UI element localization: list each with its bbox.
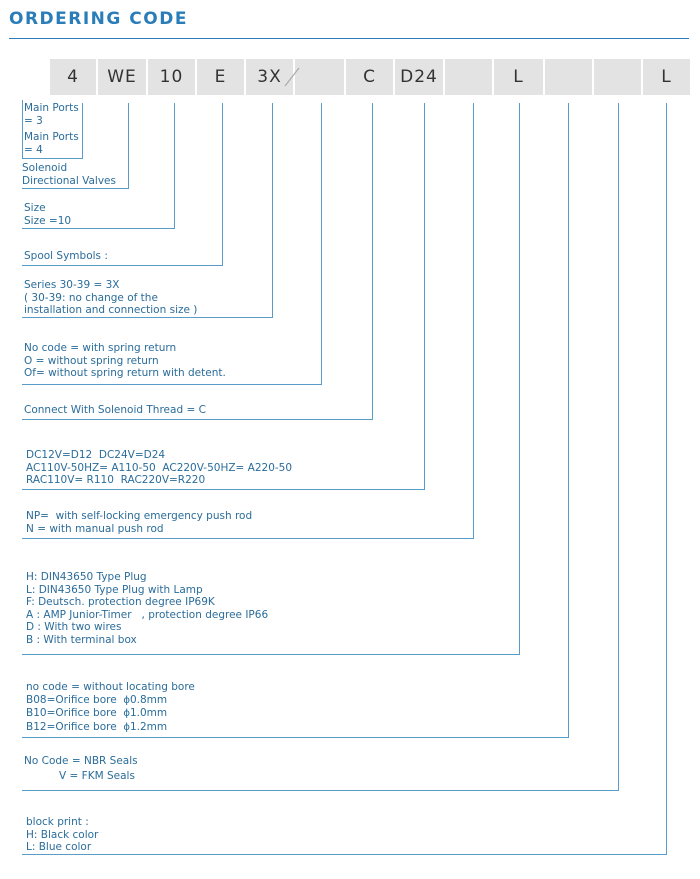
code-cell-spring	[295, 59, 344, 95]
leader-orifice-horizontal	[22, 737, 569, 738]
leader-ports-vertical	[82, 103, 83, 159]
desc-voltage: DC12V=D12 DC24V=D24 AC110V-50HZ= A110-50 AC220V-50HZ= A220-50 RAC110V= R110 RAC220V=R220	[26, 449, 293, 486]
leader-print-vertical	[666, 103, 667, 855]
separator-slash-icon	[282, 66, 302, 88]
desc-seals-fkm: V = FKM Seals	[59, 770, 135, 782]
code-cell-thread: C	[346, 59, 393, 95]
code-cell-voltage: D24	[395, 59, 443, 95]
code-cell-plug: L	[494, 59, 543, 95]
desc-spring: No code = with spring return O = without spring return Of= without spring return with detent.	[24, 342, 226, 379]
leader-ports-left	[22, 100, 23, 159]
leader-spool-vertical	[222, 103, 223, 266]
leader-seals-vertical	[618, 103, 619, 791]
leader-orifice-vertical	[568, 103, 569, 738]
desc-main-ports-3: Main Ports = 3	[24, 102, 79, 127]
code-cell-push-rod	[445, 59, 492, 95]
code-cell-print: L	[643, 59, 690, 95]
diameter-symbol: ϕ	[123, 694, 130, 706]
ordering-code-bar	[50, 59, 690, 95]
code-cell-seals	[594, 59, 641, 95]
leader-type-horizontal	[22, 188, 129, 189]
leader-voltage-vertical	[424, 103, 425, 490]
code-cell-ports: 4	[50, 59, 96, 95]
desc-push-rod: NP= with self-locking emergency push rod N = with manual push rod	[26, 510, 253, 535]
leader-size-vertical	[174, 103, 175, 229]
title-divider	[9, 38, 689, 39]
code-cell-size: 10	[148, 59, 195, 95]
desc-print: block print : H: Black color L: Blue color	[26, 816, 99, 853]
leader-spring-horizontal	[22, 384, 322, 385]
leader-spring-vertical	[321, 103, 322, 385]
leader-ports-horizontal	[22, 158, 83, 159]
code-cell-series: 3X	[246, 59, 293, 95]
desc-orifice: no code = without locating bore B08=Orifice bore ϕ0.8mm B10=Orifice bore ϕ1.0mm B12=Orifice bore ϕ1.2mm	[26, 681, 195, 733]
leader-seals-horizontal	[22, 790, 619, 791]
desc-seals-nbr: No Code = NBR Seals	[24, 755, 138, 767]
desc-solenoid: Solenoid Directional Valves	[22, 162, 116, 187]
code-cell-type: WE	[98, 59, 146, 95]
leader-spool-horizontal	[22, 265, 223, 266]
desc-series: Series 30-39 = 3X ( 30-39: no change of the installation and connection size )	[24, 279, 198, 316]
leader-print-horizontal	[22, 854, 667, 855]
leader-thread-horizontal	[22, 419, 373, 420]
leader-plug-vertical	[519, 103, 520, 655]
desc-size: Size Size =10	[24, 202, 72, 227]
leader-push-rod-horizontal	[22, 538, 474, 539]
page-title: ORDERING CODE	[9, 9, 188, 29]
leader-type-vertical	[128, 103, 129, 189]
leader-series-horizontal	[22, 317, 273, 318]
leader-voltage-horizontal	[22, 489, 425, 490]
leader-series-vertical	[272, 103, 273, 318]
leader-push-rod-vertical	[473, 103, 474, 539]
diameter-symbol: ϕ	[123, 708, 130, 719]
code-cell-spool: E	[197, 59, 244, 95]
desc-thread: Connect With Solenoid Thread = C	[24, 404, 206, 416]
desc-spool: Spool Symbols :	[24, 250, 108, 262]
diameter-symbol: ϕ	[123, 721, 130, 733]
leader-thread-vertical	[372, 103, 373, 420]
desc-plug: H: DIN43650 Type Plug L: DIN43650 Type Plug with Lamp F: Deutsch. protection degree IP69K A : AMP Junior-Timer , protection degree IP66 D : With two wires B : With terminal box	[26, 571, 269, 646]
code-cell-orifice	[545, 59, 592, 95]
leader-plug-horizontal	[22, 654, 520, 655]
desc-main-ports-4: Main Ports = 4	[24, 131, 79, 156]
leader-size-horizontal	[22, 228, 175, 229]
